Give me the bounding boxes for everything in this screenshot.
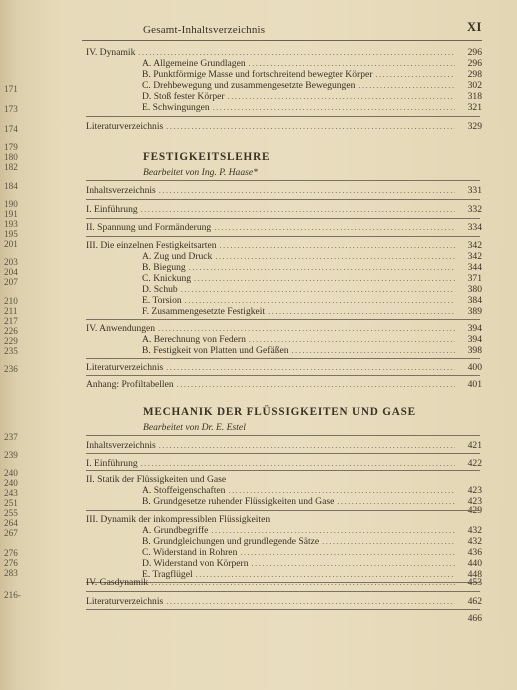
running-header-page: XI xyxy=(467,20,482,34)
leader-dots xyxy=(194,273,455,284)
toc-entry-page: 342 xyxy=(467,251,482,262)
toc-entry xyxy=(86,121,482,132)
toc-entry-label: B. Festigkeit von Platten und Gefäßen xyxy=(142,345,289,356)
divider xyxy=(86,453,480,454)
toc-entry-page: 344 xyxy=(467,262,482,273)
leader-dots xyxy=(159,440,455,451)
divider xyxy=(86,470,480,471)
leader-dots xyxy=(211,525,455,536)
leader-dots xyxy=(322,536,455,547)
toc-entry xyxy=(142,80,482,91)
author-prefix: Bearbeitet von xyxy=(143,422,200,433)
toc-entry-page: 436 xyxy=(467,547,482,558)
toc-entry-page: 329 xyxy=(467,121,482,132)
leader-dots xyxy=(375,69,455,80)
toc-entry xyxy=(142,334,482,345)
toc-entry-page: 334 xyxy=(467,222,482,233)
margin-number: 235 xyxy=(4,346,18,356)
margin-number: 240 xyxy=(4,468,18,478)
toc-entry-label: IV. Dynamik xyxy=(86,47,136,58)
leader-dots xyxy=(177,379,455,390)
toc-entry-page: 296 xyxy=(467,58,482,69)
toc-entry-label: I. Einführung xyxy=(86,458,138,469)
toc-entry xyxy=(142,284,482,295)
toc-entry-label: E. Tragflügel xyxy=(142,569,193,580)
toc-entry-label: IV. Anwendungen xyxy=(86,323,156,334)
toc-entry xyxy=(142,69,482,80)
toc-entry-page: 384 xyxy=(467,295,482,306)
margin-number: 251 xyxy=(4,498,18,508)
leader-dots xyxy=(214,222,455,233)
toc-entry-label: E. Schwingungen xyxy=(142,102,210,113)
toc-entry xyxy=(142,306,482,317)
margin-number: 243 xyxy=(4,488,18,498)
section-author xyxy=(143,167,258,178)
toc-entry xyxy=(142,58,482,69)
toc-entry-label: A. Allgemeine Grundlagen xyxy=(142,58,246,69)
divider xyxy=(86,116,480,117)
margin-number: 240 xyxy=(4,478,18,488)
margin-number: 171 xyxy=(4,84,18,94)
leader-dots xyxy=(249,58,455,69)
toc-entry xyxy=(86,379,482,390)
toc-entry-label: C. Drehbewegung und zusammengesetzte Bewegungen xyxy=(142,80,356,91)
margin-number: 226 xyxy=(4,326,18,336)
margin-number: 182 xyxy=(4,162,18,172)
running-header-title: Gesamt-Inhaltsverzeichnis xyxy=(143,24,266,36)
toc-entry xyxy=(142,547,482,558)
margin-number: 207 xyxy=(4,277,18,287)
section-author xyxy=(143,422,246,433)
divider xyxy=(86,609,480,610)
toc-entry-label: Literaturverzeichnis xyxy=(86,121,164,132)
margin-number: 190 xyxy=(4,199,18,209)
margin-number: 267 xyxy=(4,528,18,538)
toc-entry xyxy=(86,577,482,588)
toc-entry-page: 298 xyxy=(467,69,482,80)
toc-entry-label: Anhang: Profiltabellen xyxy=(86,379,174,390)
toc-entry-page: 423 xyxy=(467,485,482,496)
margin-number: 180 xyxy=(4,152,18,162)
margin-number: 237 xyxy=(4,432,18,442)
leader-dots xyxy=(189,262,455,273)
margin-number: 174 xyxy=(4,124,18,134)
author-prefix: Bearbeitet von xyxy=(143,167,200,178)
toc-entry xyxy=(142,251,482,262)
toc-entry-label: E. Torsion xyxy=(142,295,182,306)
toc-entry xyxy=(86,474,482,485)
divider xyxy=(86,375,480,376)
leader-dots xyxy=(166,121,455,132)
author-name: Ing. P. Haase* xyxy=(201,167,258,178)
divider xyxy=(86,510,480,511)
toc-entry-page: 448 xyxy=(467,569,482,580)
margin-number: 201 xyxy=(4,239,18,249)
toc-entry-page: 296 xyxy=(467,47,482,58)
toc-entry-page: 422 xyxy=(467,458,482,469)
divider xyxy=(86,319,480,320)
margin-number: 210 xyxy=(4,296,18,306)
toc-entry-label: Inhaltsverzeichnis xyxy=(86,185,156,196)
leader-dots xyxy=(159,185,455,196)
toc-entry-label: IV. Gasdynamik xyxy=(86,577,149,588)
divider xyxy=(86,236,480,237)
divider xyxy=(86,435,480,436)
toc-entry-page: 401 xyxy=(467,379,482,390)
margin-number: 283 xyxy=(4,568,18,578)
leader-dots xyxy=(215,251,455,262)
leader-dots xyxy=(158,323,455,334)
leader-dots xyxy=(138,47,455,58)
leader-dots xyxy=(151,577,455,588)
header-rule xyxy=(82,40,482,41)
margin-number: 191 xyxy=(4,209,18,219)
toc-entry-page: 423 xyxy=(467,496,482,507)
leader-dots xyxy=(141,458,455,469)
toc-entry-label: Literaturverzeichnis xyxy=(86,596,164,607)
toc-entry xyxy=(142,485,482,496)
toc-entry-label: D. Schub xyxy=(142,284,178,295)
divider xyxy=(86,199,480,200)
toc-entry-label: B. Biegung xyxy=(142,262,186,273)
toc-entry-label: II. Statik der Flüssigkeiten und Gase xyxy=(86,474,227,485)
margin-number: 204 xyxy=(4,267,18,277)
toc-entry-label: A. Stoffeigenschaften xyxy=(142,485,226,496)
toc-entry-page: 440 xyxy=(467,558,482,569)
toc-entry-page: 429 xyxy=(467,505,482,516)
toc-entry-label: III. Die einzelnen Festigkeitsarten xyxy=(86,240,217,251)
margin-number: 179 xyxy=(4,142,18,152)
toc-entry-page: 371 xyxy=(467,273,482,284)
margin-number: 264 xyxy=(4,518,18,528)
toc-entry-page: 389 xyxy=(467,306,482,317)
toc-entry-label: C. Widerstand in Rohren xyxy=(142,547,238,558)
margin-number: 193 xyxy=(4,219,18,229)
toc-entry xyxy=(86,47,482,58)
toc-entry-page: 302 xyxy=(467,80,482,91)
toc-entry-label: II. Spannung und Formänderung xyxy=(86,222,212,233)
toc-entry-page: 466 xyxy=(467,613,482,624)
toc-entry-label: III. Dynamik der inkompressiblen Flüssigkeiten xyxy=(86,514,271,525)
margin-number: 276 xyxy=(4,548,18,558)
margin-number: 203 xyxy=(4,257,18,267)
toc-entry xyxy=(86,204,482,215)
toc-entry-label: I. Einführung xyxy=(86,204,138,215)
divider xyxy=(86,358,480,359)
margin-number: 239 xyxy=(4,450,18,460)
toc-entry xyxy=(142,262,482,273)
toc-entry xyxy=(142,558,482,569)
leader-dots xyxy=(252,558,455,569)
toc-entry-page: 432 xyxy=(467,536,482,547)
margin-number: 276 xyxy=(4,558,18,568)
leader-dots xyxy=(166,596,455,607)
toc-entry-page: 321 xyxy=(467,102,482,113)
toc-entry-label: F. Zusammengesetzte Festigkeit xyxy=(142,306,266,317)
toc-entry-label: Inhaltsverzeichnis xyxy=(86,440,156,451)
toc-entry-page: 318 xyxy=(467,91,482,102)
toc-entry xyxy=(142,273,482,284)
leader-dots xyxy=(213,102,455,113)
leader-dots xyxy=(141,204,455,215)
toc-entry xyxy=(86,514,482,525)
toc-entry-label: A. Berechnung von Federn xyxy=(142,334,246,345)
margin-number: 184 xyxy=(4,181,18,191)
margin-number: 217 xyxy=(4,316,18,326)
toc-entry xyxy=(86,240,482,251)
margin-number: 211 xyxy=(4,306,18,316)
margin-number: 255 xyxy=(4,508,18,518)
leader-dots xyxy=(249,334,455,345)
toc-entry-label: B. Grundgleichungen und grundlegende Sätze xyxy=(142,536,320,547)
margin-number: 195 xyxy=(4,229,18,239)
leader-dots xyxy=(228,91,455,102)
section-title: FESTIGKEITSLEHRE xyxy=(143,151,271,163)
toc-entry xyxy=(142,536,482,547)
divider xyxy=(86,218,480,219)
toc-entry-page: 332 xyxy=(467,204,482,215)
toc-entry-label: C. Knickung xyxy=(142,273,192,284)
divider xyxy=(86,591,480,592)
toc-entry xyxy=(86,596,482,607)
toc-entry xyxy=(142,91,482,102)
margin-number: 173 xyxy=(4,104,18,114)
leader-dots xyxy=(292,345,455,356)
toc-entry xyxy=(142,525,482,536)
toc-entry-label: D. Stoß fester Körper xyxy=(142,91,225,102)
margin-number: 216- xyxy=(4,590,21,600)
toc-entry xyxy=(86,362,482,373)
margin-number: 229 xyxy=(4,336,18,346)
toc-entry-label: B. Punktförmige Masse und fortschreitend bewegter Körper xyxy=(142,69,373,80)
toc-entry-page: 394 xyxy=(467,323,482,334)
leader-dots xyxy=(181,284,455,295)
author-name: Dr. E. Estel xyxy=(201,422,246,433)
toc-entry-page: 421 xyxy=(467,440,482,451)
toc-entry-page: 398 xyxy=(467,345,482,356)
toc-entry xyxy=(86,440,482,451)
margin-page-numbers xyxy=(0,0,60,690)
toc-entry-page: 432 xyxy=(467,525,482,536)
section-title: MECHANIK DER FLÜSSIGKEITEN UND GASE xyxy=(143,406,416,418)
toc-entry xyxy=(86,185,482,196)
leader-dots xyxy=(358,80,455,91)
leader-dots xyxy=(240,547,455,558)
toc-entry xyxy=(86,222,482,233)
toc-entry-page: 331 xyxy=(467,185,482,196)
toc-entry xyxy=(86,323,482,334)
toc-entry xyxy=(142,295,482,306)
toc-entry-label: B. Grundgesetze ruhender Flüssigkeiten und Gase xyxy=(142,496,335,507)
leader-dots xyxy=(185,295,455,306)
toc-entry-label: A. Grundbegriffe xyxy=(142,525,209,536)
toc-entry xyxy=(86,613,482,624)
leader-dots xyxy=(268,306,455,317)
toc-entry xyxy=(142,345,482,356)
leader-dots xyxy=(166,362,455,373)
leader-dots xyxy=(220,240,455,251)
toc-entry-page: 453 xyxy=(467,577,482,588)
toc-entry-page: 380 xyxy=(467,284,482,295)
toc-entry-page: 342 xyxy=(467,240,482,251)
toc-entry-label: Literaturverzeichnis xyxy=(86,362,164,373)
divider xyxy=(86,180,480,181)
toc-entry xyxy=(86,458,482,469)
toc-entry-label: A. Zug und Druck xyxy=(142,251,213,262)
toc-entry-page: 394 xyxy=(467,334,482,345)
leader-dots xyxy=(228,485,455,496)
toc-entry-page: 462 xyxy=(467,596,482,607)
toc-entry-label: D. Widerstand von Körpern xyxy=(142,558,249,569)
margin-number: 236 xyxy=(4,364,18,374)
toc-entry-page: 400 xyxy=(467,362,482,373)
toc-entry xyxy=(142,102,482,113)
